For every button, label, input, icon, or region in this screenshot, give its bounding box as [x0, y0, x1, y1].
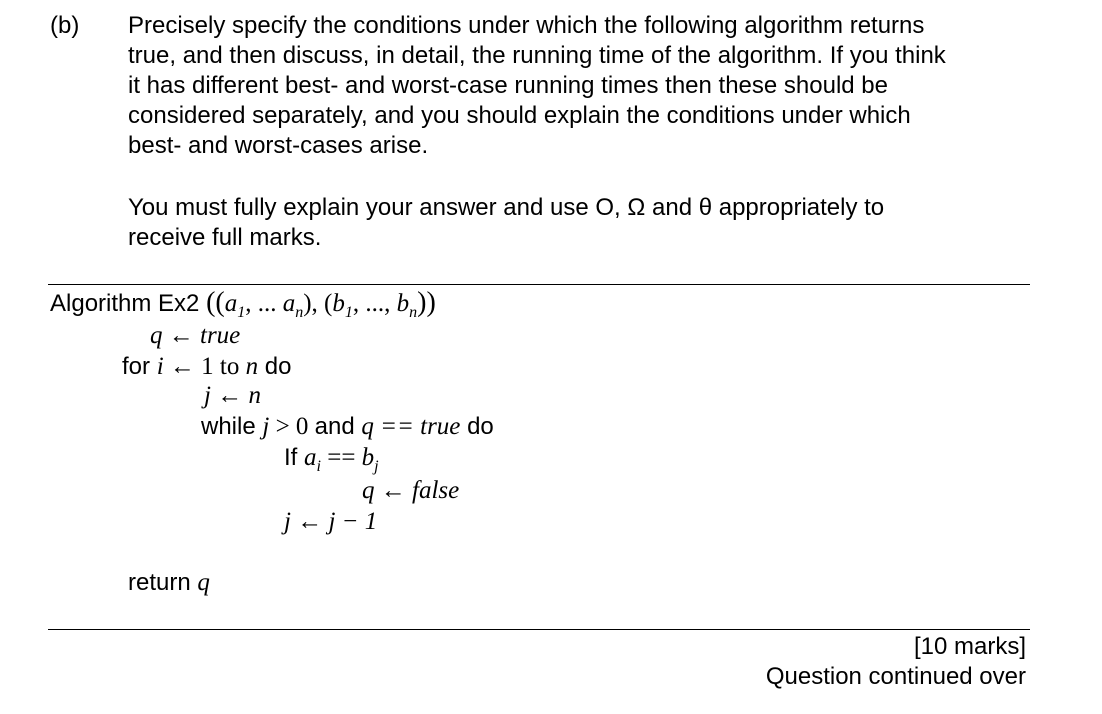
algo-line-assign-false: q ← false [362, 477, 460, 504]
if-condition: $a_i == b_j$ [304, 444, 379, 475]
algo-line-decrement: j ← j − 1 [284, 508, 378, 535]
algorithm-header [50, 287, 436, 322]
question-label: (b) [50, 12, 80, 39]
algo-line-while: while j > 0 and q == true do [201, 413, 494, 440]
question-paragraph-1 [128, 11, 946, 161]
algo-line-for: for i ← 1 to n do [122, 353, 292, 380]
algo-line-init: q ← true [150, 322, 241, 349]
algorithm-signature: (($a_1$, ... $a_n$), ($b_1$, ..., $b_n$)) [206, 287, 436, 321]
paragraph-1-line: Precisely specify the conditions under which the following algorithm returns [128, 12, 925, 39]
marks-label: [10 marks] [913, 633, 1026, 660]
paragraph-1-line: it has different best- and worst-case running times then these should be [128, 72, 888, 99]
algorithm-name: Algorithm Ex2 [50, 290, 207, 317]
paragraph-1-line: considered separately, and you should explain the conditions under which [128, 102, 911, 129]
paragraph-1-line: true, and then discuss, in detail, the running time of the algorithm. If you think [128, 42, 946, 69]
algo-line-return: return q [128, 569, 210, 596]
algo-line-if: If $a_i == b_j$ [284, 444, 379, 475]
bottom-divider [48, 629, 1030, 630]
algo-line-j-init: j ← n [204, 382, 261, 409]
top-divider [48, 284, 1030, 285]
question-paragraph-2 [128, 193, 884, 253]
paragraph-1-line: best- and worst-cases arise. [128, 132, 429, 159]
paragraph-2-line: You must fully explain your answer and use O, Ω and θ appropriately to [128, 194, 885, 221]
paragraph-2-line: receive full marks. [128, 224, 322, 251]
continued-label: Question continued over [765, 663, 1026, 690]
